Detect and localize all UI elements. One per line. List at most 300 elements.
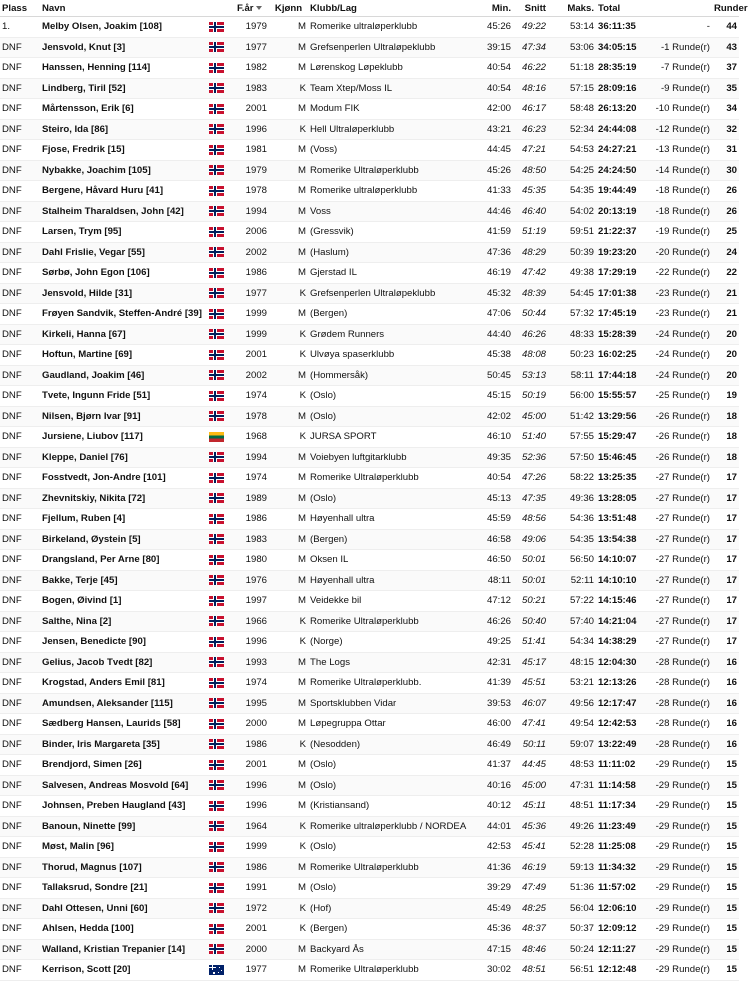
result-row[interactable]: [0, 816, 739, 837]
runner-name[interactable]: Lindberg, Tiril [52]: [40, 78, 207, 99]
total-time-cell: 20:13:19: [596, 201, 648, 222]
avg-lap-cell: 48:08: [513, 345, 548, 366]
nation-flag-cell: [207, 58, 235, 79]
total-time-cell: 14:38:29: [596, 632, 648, 653]
column-header-rounds[interactable]: [712, 0, 748, 17]
place-cell: DNF: [0, 365, 40, 386]
gender-cell: M: [269, 222, 308, 243]
rounds-behind-cell: -27 Runde(r): [648, 488, 712, 509]
result-row[interactable]: [0, 406, 739, 427]
avg-lap-cell: 46:07: [513, 693, 548, 714]
norway-flag-icon: [209, 22, 224, 32]
total-time-cell: 15:55:57: [596, 386, 648, 407]
norway-flag-icon: [209, 944, 224, 954]
nation-flag-cell: [207, 857, 235, 878]
place-cell: DNF: [0, 181, 40, 202]
avg-lap-cell: 45:11: [513, 796, 548, 817]
result-row[interactable]: [0, 570, 739, 591]
rounds-cell: 17: [712, 632, 739, 653]
runner-name[interactable]: Dahl Ottesen, Unni [60]: [40, 898, 207, 919]
column-label: Kjønn: [274, 2, 303, 14]
rounds-cell: 15: [712, 816, 739, 837]
runner-name[interactable]: Salthe, Nina [2]: [40, 611, 207, 632]
result-row[interactable]: [0, 37, 739, 58]
total-time-cell: 12:12:48: [596, 960, 648, 981]
rounds-behind-cell: -24 Runde(r): [648, 365, 712, 386]
gender-cell: M: [269, 857, 308, 878]
min-lap-cell: 45:26: [478, 160, 513, 181]
runner-name[interactable]: Hoftun, Martine [69]: [40, 345, 207, 366]
max-lap-cell: 49:54: [548, 714, 596, 735]
avg-lap-cell: 48:56: [513, 509, 548, 530]
column-header-club[interactable]: [308, 0, 478, 17]
place-cell: DNF: [0, 529, 40, 550]
result-row[interactable]: [0, 898, 739, 919]
result-row[interactable]: [0, 775, 739, 796]
runner-name[interactable]: Melby Olsen, Joakim [108]: [40, 17, 207, 38]
birth-year-cell: 1977: [235, 37, 269, 58]
runner-name[interactable]: Kirkeli, Hanna [67]: [40, 324, 207, 345]
max-lap-cell: 59:51: [548, 222, 596, 243]
min-lap-cell: 50:45: [478, 365, 513, 386]
avg-lap-cell: 50:11: [513, 734, 548, 755]
runner-name[interactable]: Binder, Iris Margareta [35]: [40, 734, 207, 755]
total-time-cell: 12:17:47: [596, 693, 648, 714]
min-lap-cell: 47:06: [478, 304, 513, 325]
min-lap-cell: 44:45: [478, 140, 513, 161]
gender-cell: M: [269, 755, 308, 776]
norway-flag-icon: [209, 616, 224, 626]
result-row[interactable]: [0, 386, 739, 407]
avg-lap-cell: 45:00: [513, 775, 548, 796]
norway-flag-icon: [209, 411, 224, 421]
gender-cell: K: [269, 119, 308, 140]
total-time-cell: 14:10:10: [596, 570, 648, 591]
runner-name[interactable]: Banoun, Ninette [99]: [40, 816, 207, 837]
column-label: Runder: [714, 2, 748, 14]
avg-lap-cell: 51:40: [513, 427, 548, 448]
max-lap-cell: 57:15: [548, 78, 596, 99]
total-time-cell: 24:24:50: [596, 160, 648, 181]
column-header-navn[interactable]: [40, 0, 207, 17]
result-row[interactable]: [0, 734, 739, 755]
rounds-behind-cell: -: [648, 17, 712, 38]
result-row[interactable]: [0, 796, 739, 817]
max-lap-cell: 54:25: [548, 160, 596, 181]
runner-name[interactable]: Jensen, Benedicte [90]: [40, 632, 207, 653]
place-cell: DNF: [0, 447, 40, 468]
rounds-behind-cell: -20 Runde(r): [648, 242, 712, 263]
min-lap-cell: 40:12: [478, 796, 513, 817]
club-cell: Backyard Ås: [308, 939, 478, 960]
place-cell: DNF: [0, 283, 40, 304]
result-row[interactable]: [0, 755, 739, 776]
gender-cell: M: [269, 58, 308, 79]
rounds-behind-cell: -29 Runde(r): [648, 919, 712, 940]
norway-flag-icon: [209, 637, 224, 647]
min-lap-cell: 39:15: [478, 37, 513, 58]
column-header-sex[interactable]: [269, 0, 308, 17]
runner-name[interactable]: Mårtensson, Erik [6]: [40, 99, 207, 120]
result-row[interactable]: [0, 468, 739, 489]
place-cell: DNF: [0, 837, 40, 858]
result-row[interactable]: [0, 652, 739, 673]
norway-flag-icon: [209, 678, 224, 688]
rounds-cell: 16: [712, 673, 739, 694]
birth-year-cell: 1978: [235, 181, 269, 202]
runner-name[interactable]: Drangsland, Per Arne [80]: [40, 550, 207, 571]
min-lap-cell: 44:01: [478, 816, 513, 837]
nation-flag-cell: [207, 652, 235, 673]
runner-name[interactable]: Dahl Frislie, Vegar [55]: [40, 242, 207, 263]
avg-lap-cell: 53:13: [513, 365, 548, 386]
runner-name[interactable]: Bogen, Øivind [1]: [40, 591, 207, 612]
result-row[interactable]: [0, 140, 739, 161]
rounds-cell: 37: [712, 58, 739, 79]
rounds-cell: 17: [712, 591, 739, 612]
rounds-cell: 32: [712, 119, 739, 140]
result-row[interactable]: [0, 878, 739, 899]
avg-lap-cell: 48:46: [513, 939, 548, 960]
rounds-cell: 21: [712, 304, 739, 325]
rounds-cell: 17: [712, 550, 739, 571]
runner-name[interactable]: Hanssen, Henning [114]: [40, 58, 207, 79]
avg-lap-cell: 46:40: [513, 201, 548, 222]
birth-year-cell: 1983: [235, 529, 269, 550]
avg-lap-cell: 50:19: [513, 386, 548, 407]
result-row[interactable]: [0, 611, 739, 632]
max-lap-cell: 51:42: [548, 406, 596, 427]
runner-name[interactable]: Sædberg Hansen, Laurids [58]: [40, 714, 207, 735]
gender-cell: M: [269, 509, 308, 530]
result-row[interactable]: [0, 263, 739, 284]
runner-name[interactable]: Tallaksrud, Sondre [21]: [40, 878, 207, 899]
total-time-cell: 24:27:21: [596, 140, 648, 161]
nation-flag-cell: [207, 78, 235, 99]
min-lap-cell: 41:37: [478, 755, 513, 776]
min-lap-cell: 47:36: [478, 242, 513, 263]
rounds-behind-cell: -24 Runde(r): [648, 345, 712, 366]
column-header-plass[interactable]: [0, 0, 40, 17]
club-cell: Romerike ultraløperklubb / NORDEA: [308, 816, 478, 837]
norway-flag-icon: [209, 924, 224, 934]
column-label: Min.: [491, 2, 511, 14]
runner-name[interactable]: Thorud, Magnus [107]: [40, 857, 207, 878]
min-lap-cell: 45:26: [478, 17, 513, 38]
norway-flag-icon: [209, 821, 224, 831]
result-row[interactable]: [0, 17, 739, 38]
result-row[interactable]: [0, 181, 739, 202]
runner-name[interactable]: Kleppe, Daniel [76]: [40, 447, 207, 468]
column-header-min[interactable]: [478, 0, 513, 17]
norway-flag-icon: [209, 493, 224, 503]
place-cell: DNF: [0, 919, 40, 940]
rounds-behind-cell: -28 Runde(r): [648, 652, 712, 673]
birth-year-cell: 1991: [235, 878, 269, 899]
runner-name[interactable]: Bakke, Terje [45]: [40, 570, 207, 591]
runner-name[interactable]: Salvesen, Andreas Mosvold [64]: [40, 775, 207, 796]
runner-name[interactable]: Sørbø, John Egon [106]: [40, 263, 207, 284]
avg-lap-cell: 45:35: [513, 181, 548, 202]
result-row[interactable]: [0, 447, 739, 468]
rounds-behind-cell: -18 Runde(r): [648, 181, 712, 202]
nation-flag-cell: [207, 406, 235, 427]
column-header-snitt[interactable]: [513, 0, 548, 17]
result-row[interactable]: [0, 837, 739, 858]
result-row[interactable]: [0, 365, 739, 386]
club-cell: Grødem Runners: [308, 324, 478, 345]
avg-lap-cell: 47:21: [513, 140, 548, 161]
column-header-total[interactable]: [596, 0, 648, 17]
result-row[interactable]: [0, 160, 739, 181]
rounds-cell: 20: [712, 345, 739, 366]
gender-cell: M: [269, 488, 308, 509]
runner-name[interactable]: Nilsen, Bjørn Ivar [91]: [40, 406, 207, 427]
place-cell: DNF: [0, 878, 40, 899]
avg-lap-cell: 47:26: [513, 468, 548, 489]
club-cell: Romerike Ultraløperklubb: [308, 611, 478, 632]
rounds-behind-cell: -29 Runde(r): [648, 939, 712, 960]
birth-year-cell: 1994: [235, 447, 269, 468]
total-time-cell: 15:46:45: [596, 447, 648, 468]
rounds-cell: 17: [712, 570, 739, 591]
nation-flag-cell: [207, 222, 235, 243]
runner-name[interactable]: Gaudland, Joakim [46]: [40, 365, 207, 386]
birth-year-cell: 2001: [235, 919, 269, 940]
gender-cell: K: [269, 611, 308, 632]
runner-name[interactable]: Zhevnitskiy, Nikita [72]: [40, 488, 207, 509]
runner-name[interactable]: Krogstad, Anders Emil [81]: [40, 673, 207, 694]
runner-name[interactable]: Gelius, Jacob Tvedt [82]: [40, 652, 207, 673]
min-lap-cell: 46:58: [478, 529, 513, 550]
runner-name[interactable]: Fjose, Fredrik [15]: [40, 140, 207, 161]
min-lap-cell: 45:49: [478, 898, 513, 919]
runner-name[interactable]: Stalheim Tharaldsen, John [42]: [40, 201, 207, 222]
nation-flag-cell: [207, 181, 235, 202]
column-label: F.år: [237, 2, 254, 14]
result-row[interactable]: [0, 345, 739, 366]
norway-flag-icon: [209, 145, 224, 155]
place-cell: DNF: [0, 796, 40, 817]
result-row[interactable]: [0, 960, 739, 981]
nation-flag-cell: [207, 263, 235, 284]
rounds-cell: 15: [712, 837, 739, 858]
place-cell: DNF: [0, 242, 40, 263]
rounds-behind-cell: -23 Runde(r): [648, 304, 712, 325]
rounds-cell: 15: [712, 939, 739, 960]
runner-name[interactable]: Kerrison, Scott [20]: [40, 960, 207, 981]
place-cell: DNF: [0, 939, 40, 960]
result-row[interactable]: [0, 324, 739, 345]
club-cell: Romerike Ultraløperklubb: [308, 960, 478, 981]
birth-year-cell: 2006: [235, 222, 269, 243]
rounds-behind-cell: -29 Runde(r): [648, 878, 712, 899]
result-row[interactable]: [0, 99, 739, 120]
max-lap-cell: 57:22: [548, 591, 596, 612]
gender-cell: K: [269, 324, 308, 345]
result-row[interactable]: [0, 78, 739, 99]
min-lap-cell: 44:46: [478, 201, 513, 222]
max-lap-cell: 49:38: [548, 263, 596, 284]
lithuania-flag-icon: [209, 432, 224, 442]
result-row[interactable]: [0, 283, 739, 304]
nation-flag-cell: [207, 488, 235, 509]
avg-lap-cell: 46:17: [513, 99, 548, 120]
total-time-cell: 12:42:53: [596, 714, 648, 735]
result-row[interactable]: [0, 58, 739, 79]
birth-year-cell: 1996: [235, 775, 269, 796]
runner-name[interactable]: Steiro, Ida [86]: [40, 119, 207, 140]
avg-lap-cell: 51:41: [513, 632, 548, 653]
min-lap-cell: 46:26: [478, 611, 513, 632]
result-row[interactable]: [0, 488, 739, 509]
place-cell: DNF: [0, 570, 40, 591]
place-cell: DNF: [0, 119, 40, 140]
runner-name[interactable]: Fosstvedt, Jon-Andre [101]: [40, 468, 207, 489]
result-row[interactable]: [0, 529, 739, 550]
result-row[interactable]: [0, 632, 739, 653]
rounds-cell: 16: [712, 652, 739, 673]
gender-cell: M: [269, 365, 308, 386]
gender-cell: M: [269, 878, 308, 899]
min-lap-cell: 46:10: [478, 427, 513, 448]
header-row: [0, 0, 739, 17]
runner-name[interactable]: Larsen, Trym [95]: [40, 222, 207, 243]
club-cell: (Oslo): [308, 488, 478, 509]
runner-name[interactable]: Bergene, Håvard Huru [41]: [40, 181, 207, 202]
total-time-cell: 15:28:39: [596, 324, 648, 345]
result-row[interactable]: [0, 919, 739, 940]
max-lap-cell: 48:33: [548, 324, 596, 345]
total-time-cell: 24:44:08: [596, 119, 648, 140]
max-lap-cell: 57:50: [548, 447, 596, 468]
total-time-cell: 11:23:49: [596, 816, 648, 837]
nation-flag-cell: [207, 878, 235, 899]
rounds-behind-cell: -22 Runde(r): [648, 263, 712, 284]
rounds-behind-cell: -29 Runde(r): [648, 775, 712, 796]
runner-name[interactable]: Walland, Kristian Trepanier [14]: [40, 939, 207, 960]
rounds-behind-cell: -27 Runde(r): [648, 550, 712, 571]
column-header-diff: [648, 0, 712, 17]
result-row[interactable]: [0, 673, 739, 694]
norway-flag-icon: [209, 186, 224, 196]
gender-cell: M: [269, 939, 308, 960]
gender-cell: M: [269, 406, 308, 427]
rounds-behind-cell: -7 Runde(r): [648, 58, 712, 79]
runner-name[interactable]: Fjellum, Ruben [4]: [40, 509, 207, 530]
club-cell: (Oslo): [308, 406, 478, 427]
result-row[interactable]: [0, 591, 739, 612]
avg-lap-cell: 47:34: [513, 37, 548, 58]
total-time-cell: 12:13:26: [596, 673, 648, 694]
gender-cell: M: [269, 960, 308, 981]
avg-lap-cell: 51:19: [513, 222, 548, 243]
rounds-behind-cell: -27 Runde(r): [648, 509, 712, 530]
max-lap-cell: 52:34: [548, 119, 596, 140]
club-cell: (Oslo): [308, 878, 478, 899]
birth-year-cell: 1986: [235, 734, 269, 755]
result-row[interactable]: [0, 714, 739, 735]
column-header-year[interactable]: [235, 0, 269, 17]
runner-name[interactable]: Tvete, Ingunn Fride [51]: [40, 386, 207, 407]
runner-name[interactable]: Jensvold, Knut [3]: [40, 37, 207, 58]
result-row[interactable]: [0, 201, 739, 222]
gender-cell: K: [269, 345, 308, 366]
result-row[interactable]: [0, 119, 739, 140]
rounds-cell: 15: [712, 898, 739, 919]
total-time-cell: 13:28:05: [596, 488, 648, 509]
runner-name[interactable]: Jursiene, Liubov [117]: [40, 427, 207, 448]
rounds-cell: 17: [712, 509, 739, 530]
runner-name[interactable]: Frøyen Sandvik, Steffen-André [39]: [40, 304, 207, 325]
club-cell: Grefsenperlen Ultraløpeklubb: [308, 37, 478, 58]
runner-name[interactable]: Nybakke, Joachim [105]: [40, 160, 207, 181]
result-row[interactable]: [0, 857, 739, 878]
max-lap-cell: 56:50: [548, 550, 596, 571]
nation-flag-cell: [207, 365, 235, 386]
nation-flag-cell: [207, 755, 235, 776]
gender-cell: K: [269, 78, 308, 99]
result-row[interactable]: [0, 304, 739, 325]
club-cell: (Bergen): [308, 529, 478, 550]
place-cell: DNF: [0, 816, 40, 837]
rounds-cell: 17: [712, 611, 739, 632]
result-row[interactable]: [0, 509, 739, 530]
total-time-cell: 13:51:48: [596, 509, 648, 530]
total-time-cell: 12:04:30: [596, 652, 648, 673]
runner-name[interactable]: Møst, Malin [96]: [40, 837, 207, 858]
total-time-cell: 28:35:19: [596, 58, 648, 79]
gender-cell: M: [269, 201, 308, 222]
rounds-behind-cell: -26 Runde(r): [648, 406, 712, 427]
result-row[interactable]: [0, 427, 739, 448]
birth-year-cell: 1993: [235, 652, 269, 673]
rounds-cell: 16: [712, 714, 739, 735]
birth-year-cell: 1980: [235, 550, 269, 571]
result-row[interactable]: [0, 939, 739, 960]
avg-lap-cell: 46:26: [513, 324, 548, 345]
min-lap-cell: 41:59: [478, 222, 513, 243]
min-lap-cell: 44:40: [478, 324, 513, 345]
rounds-behind-cell: -28 Runde(r): [648, 714, 712, 735]
place-cell: DNF: [0, 160, 40, 181]
rounds-cell: 35: [712, 78, 739, 99]
result-row[interactable]: [0, 550, 739, 571]
rounds-cell: 19: [712, 386, 739, 407]
runner-name[interactable]: Amundsen, Aleksander [115]: [40, 693, 207, 714]
nation-flag-cell: [207, 960, 235, 981]
result-row[interactable]: [0, 242, 739, 263]
avg-lap-cell: 47:49: [513, 878, 548, 899]
gender-cell: K: [269, 283, 308, 304]
club-cell: Romerike Ultraløperklubb.: [308, 673, 478, 694]
gender-cell: M: [269, 673, 308, 694]
result-row[interactable]: [0, 222, 739, 243]
rounds-behind-cell: -27 Runde(r): [648, 529, 712, 550]
runner-name[interactable]: Johnsen, Preben Haugland [43]: [40, 796, 207, 817]
result-row[interactable]: [0, 693, 739, 714]
column-header-maks[interactable]: [548, 0, 596, 17]
rounds-cell: 22: [712, 263, 739, 284]
max-lap-cell: 56:51: [548, 960, 596, 981]
runner-name[interactable]: Jensvold, Hilde [31]: [40, 283, 207, 304]
avg-lap-cell: 50:40: [513, 611, 548, 632]
runner-name[interactable]: Ahlsen, Hedda [100]: [40, 919, 207, 940]
gender-cell: M: [269, 529, 308, 550]
rounds-behind-cell: -25 Runde(r): [648, 386, 712, 407]
runner-name[interactable]: Brendjord, Simen [26]: [40, 755, 207, 776]
runner-name[interactable]: Birkeland, Øystein [5]: [40, 529, 207, 550]
